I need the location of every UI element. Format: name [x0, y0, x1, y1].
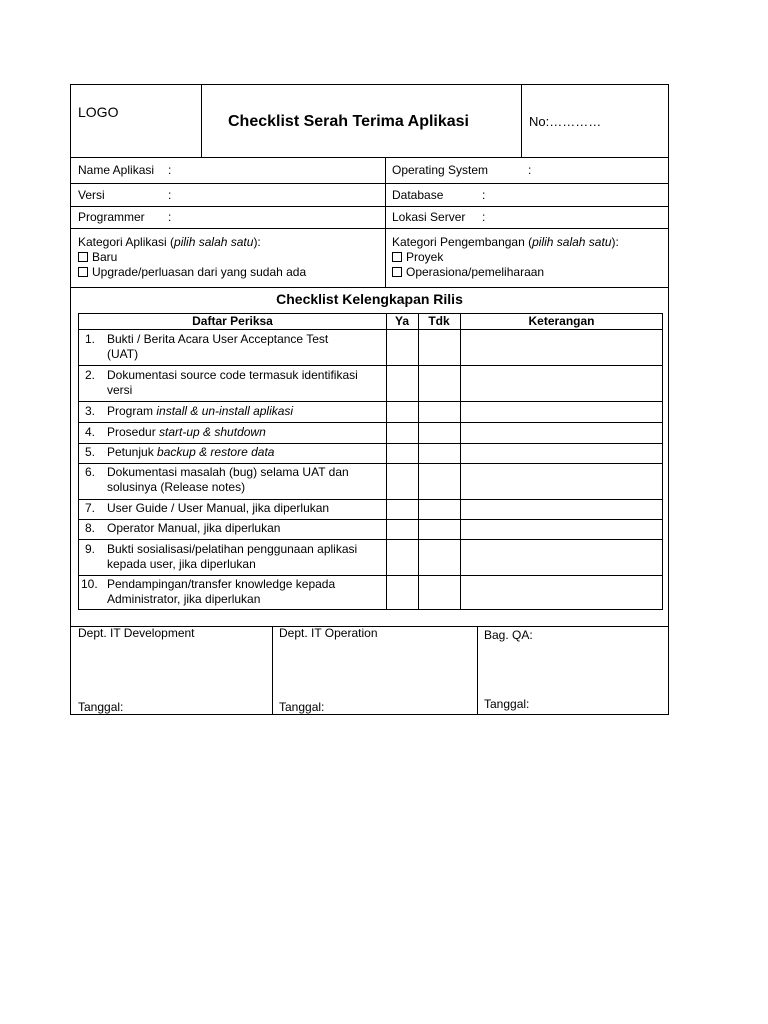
item-text: Petunjuk	[107, 445, 158, 459]
kategori-pengembangan-label-end: ):	[611, 235, 619, 249]
col-line-ya	[386, 314, 387, 609]
kategori-aplikasi-label-end: ):	[253, 235, 261, 249]
versi-colon: :	[168, 188, 172, 202]
option-operasional[interactable]	[392, 265, 544, 280]
item-number: 7.	[85, 501, 96, 515]
option-proyek[interactable]	[392, 250, 443, 265]
option-operasional-label: Operasiona/pemeliharaan	[406, 265, 545, 279]
tanggal-label-2: Tanggal:	[279, 700, 325, 714]
document-number-label: No:…………	[529, 114, 602, 129]
nama-aplikasi-label: Name Aplikasi	[78, 163, 155, 177]
item-text: Dokumentasi masalah (bug) selama UAT dan	[107, 465, 349, 479]
signature-divider-2	[477, 626, 478, 714]
logo-placeholder: LOGO	[78, 104, 119, 120]
item-number: 8.	[85, 521, 96, 535]
option-proyek-label: Proyek	[406, 250, 444, 264]
checkbox-icon[interactable]	[78, 267, 88, 277]
item-text-italic: backup & restore data	[157, 445, 275, 459]
item-number: 9.	[85, 542, 96, 556]
row-line	[79, 519, 662, 520]
checklist-table	[78, 313, 663, 610]
kategori-aplikasi-label	[78, 235, 261, 250]
checkbox-icon[interactable]	[392, 267, 402, 277]
kategori-pengembangan-label-text: Kategori Pengembangan (	[392, 235, 533, 249]
item-number: 1.	[85, 332, 96, 346]
checklist-item-1	[107, 332, 377, 362]
info-line-2	[71, 206, 668, 207]
operating-system-colon: :	[528, 163, 532, 177]
kategori-pengembangan-label-italic: pilih salah satu	[532, 235, 612, 249]
item-number: 2.	[85, 368, 96, 382]
operating-system-label: Operating System	[392, 163, 489, 177]
info-line-1	[71, 183, 668, 184]
form-title: Checklist Serah Terima Aplikasi	[228, 113, 469, 130]
option-upgrade[interactable]	[78, 265, 306, 280]
checklist-item-10	[107, 577, 377, 607]
header-bottom-line	[71, 157, 668, 158]
col-header-tdk: Tdk	[428, 314, 450, 328]
row-line	[79, 463, 662, 464]
option-baru-label: Baru	[92, 250, 118, 264]
versi-label: Versi	[78, 188, 105, 202]
lokasi-server-colon: :	[482, 210, 486, 224]
item-text: Pendampingan/transfer knowledge kepada	[107, 577, 336, 591]
kategori-aplikasi-label-italic: pilih salah satu	[174, 235, 254, 249]
checklist-title: Checklist Kelengkapan Rilis	[276, 291, 463, 307]
info-line-4	[71, 287, 668, 288]
checklist-item-8: Operator Manual, jika diperlukan	[107, 521, 281, 535]
checkbox-icon[interactable]	[78, 252, 88, 262]
info-divider	[385, 157, 386, 288]
checklist-item-9	[107, 542, 377, 572]
col-header-daftar-periksa: Daftar Periksa	[192, 314, 273, 328]
signature-divider-1	[272, 626, 273, 714]
row-line	[79, 365, 662, 366]
item-number: 6.	[85, 465, 96, 479]
row-line	[79, 422, 662, 423]
bag-qa-label: Bag. QA:	[484, 628, 533, 642]
item-text: kepada user, jika diperlukan	[107, 557, 256, 571]
item-text: Prosedur	[107, 425, 160, 439]
item-text: Administrator, jika diperlukan	[107, 592, 261, 606]
item-text: Bukti / Berita Acara User Acceptance Test	[107, 332, 329, 346]
database-colon: :	[482, 188, 486, 202]
tanggal-label-3: Tanggal:	[484, 697, 530, 711]
col-header-ya: Ya	[394, 314, 409, 328]
item-text: Dokumentasi source code termasuk identifikasi	[107, 368, 358, 382]
item-text: (UAT)	[107, 347, 139, 361]
row-line	[79, 401, 662, 402]
checklist-item-7: User Guide / User Manual, jika diperlukan	[107, 501, 330, 515]
col-line-keterangan	[460, 314, 461, 609]
row-line	[79, 329, 662, 330]
checklist-item-3	[107, 404, 377, 419]
item-number: 5.	[85, 445, 96, 459]
header-divider-1	[201, 85, 202, 158]
item-text: Bukti sosialisasi/pelatihan penggunaan aplikasi	[107, 542, 358, 556]
col-line-tdk	[418, 314, 419, 609]
tanggal-label-1: Tanggal:	[78, 700, 124, 714]
dept-it-operation-label: Dept. IT Operation	[279, 626, 378, 640]
row-line	[79, 539, 662, 540]
nama-aplikasi-colon: :	[168, 163, 172, 177]
kategori-pengembangan-label	[392, 235, 619, 250]
checklist-item-5	[107, 445, 377, 460]
kategori-aplikasi-label-text: Kategori Aplikasi (	[78, 235, 175, 249]
database-label: Database	[392, 188, 444, 202]
col-header-keterangan: Keterangan	[528, 314, 595, 328]
lokasi-server-label: Lokasi Server	[392, 210, 466, 224]
row-line	[79, 575, 662, 576]
item-text-italic: start-up & shutdown	[159, 425, 266, 439]
header-divider-2	[521, 85, 522, 158]
option-upgrade-label: Upgrade/perluasan dari yang sudah ada	[92, 265, 307, 279]
checklist-item-4	[107, 425, 377, 440]
item-number: 4.	[85, 425, 96, 439]
dept-it-development-label: Dept. IT Development	[78, 626, 195, 640]
programmer-colon: :	[168, 210, 172, 224]
info-line-3	[71, 228, 668, 229]
checklist-item-6	[107, 465, 377, 495]
item-text: versi	[107, 383, 133, 397]
programmer-label: Programmer	[78, 210, 145, 224]
handover-checklist-form	[70, 84, 669, 715]
item-number: 10.	[81, 577, 98, 591]
row-line	[79, 499, 662, 500]
item-text: solusinya (Release notes)	[107, 480, 246, 494]
checklist-item-2	[107, 368, 377, 398]
checkbox-icon[interactable]	[392, 252, 402, 262]
item-number: 3.	[85, 404, 96, 418]
option-baru[interactable]	[78, 250, 117, 265]
row-line	[79, 443, 662, 444]
item-text-italic: install & un-install aplikasi	[156, 404, 294, 418]
item-text: Program	[107, 404, 157, 418]
